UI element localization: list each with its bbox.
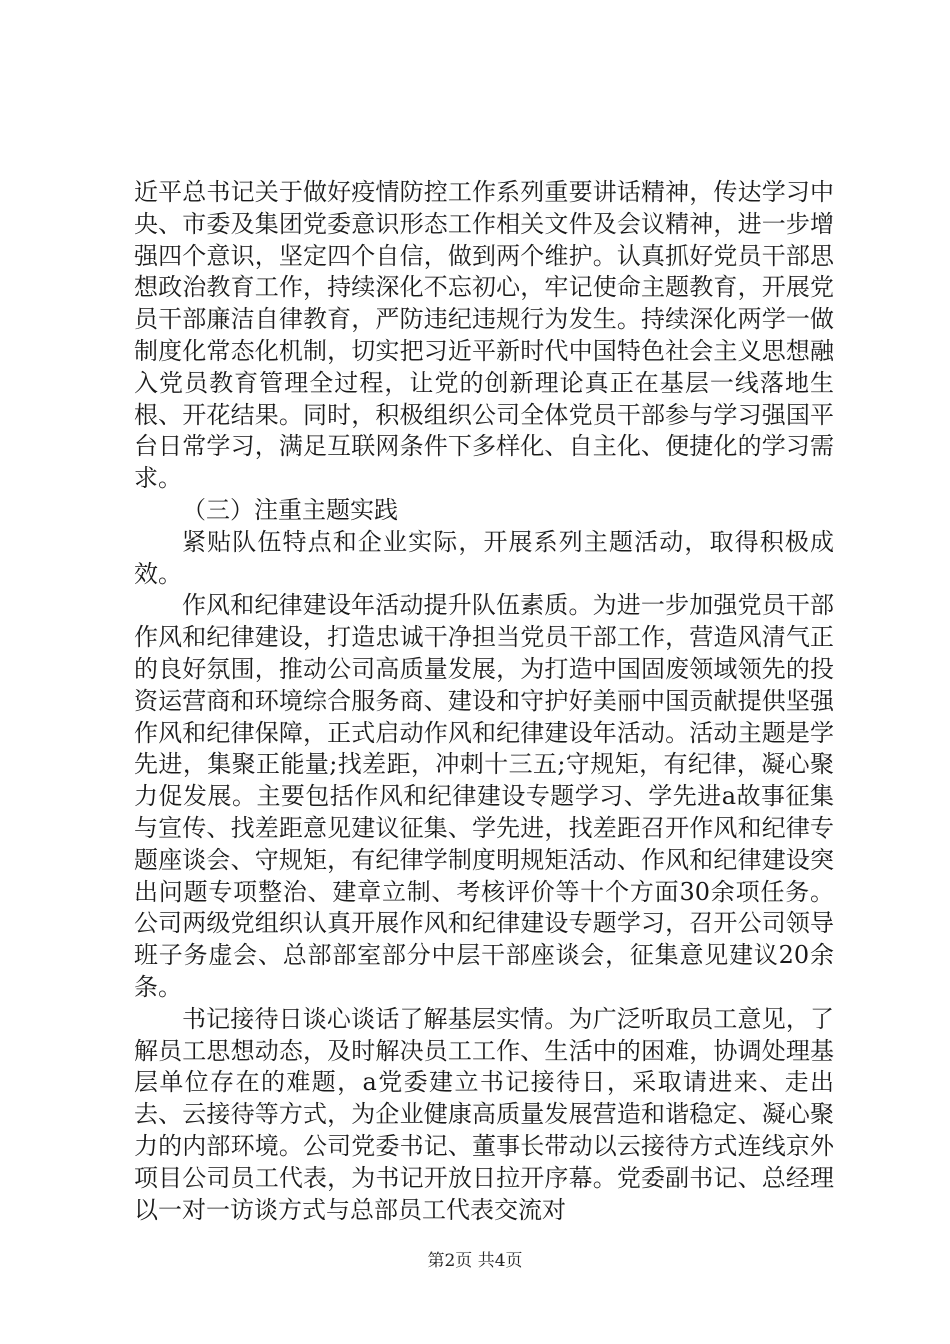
paragraph-style-discipline: 作风和纪律建设年活动提升队伍素质。为进一步加强党员干部作风和纪律建设，打造忠诚干净担当党员干部工作，营造风清气正的良好氛围，推动公司高质量发展，为打造中国固废领域领先的投资运营商和环境综合服务商、建设和守护好美丽中国贡献提供坚强作风和纪律保障，正式启动作风和纪律建设年活动。活动主题是学先进，集聚正能量;找差距，冲刺十三五;守规矩，有纪律，凝心聚力促发展。主要包括作风和纪律建设专题学习、学先进a故事征集与宣传、找差距意见建议征集、学先进，找差距召开作风和纪律专题座谈会、守规矩，有纪律学制度明规矩活动、作风和纪律建设突出问题专项整治、建章立制、考核评价等十个方面30余项任务。公司两级党组织认真开展作风和纪律建设专题学习，召开公司领导班子务虚会、总部部室部分中层干部座谈会，征集意见建议20余条。 bbox=[134, 591, 834, 1001]
section-heading: （三）注重主题实践 bbox=[182, 495, 398, 524]
page-footer: 第2页 共4页 bbox=[427, 1251, 523, 1271]
document-body bbox=[134, 177, 834, 1226]
paragraph-intro: 紧贴队伍特点和企业实际，开展系列主题活动，取得积极成效。 bbox=[134, 527, 834, 588]
paragraph-secretary-reception: 书记接待日谈心谈话了解基层实情。为广泛听取员工意见，了解员工思想动态，及时解决员工工作、生活中的困难，协调处理基层单位存在的难题，a党委建立书记接待日，采取请进来、走出去、云接待等方式，为企业健康高质量发展营造和谐稳定、凝心聚力的内部环境。公司党委书记、董事长带动以云接待方式连线京外项目公司员工代表，为书记开放日拉开序幕。党委副书记、总经理以一对一访谈方式与总部员工代表交流对 bbox=[134, 1004, 834, 1224]
paragraph-continuation: 近平总书记关于做好疫情防控工作系列重要讲话精神，传达学习中央、市委及集团党委意识形态工作相关文件及会议精神，进一步增强四个意识，坚定四个自信，做到两个维护。认真抓好党员干部思想政治教育工作，持续深化不忘初心，牢记使命主题教育，开展党员干部廉洁自律教育，严防违纪违规行为发生。持续深化两学一做制度化常态化机制，切实把习近平新时代中国特色社会主义思想融入党员教育管理全过程，让党的创新理论真正在基层一线落地生根、开花结果。同时，积极组织公司全体党员干部参与学习强国平台日常学习，满足互联网条件下多样化、自主化、便捷化的学习需求。 bbox=[134, 178, 834, 493]
